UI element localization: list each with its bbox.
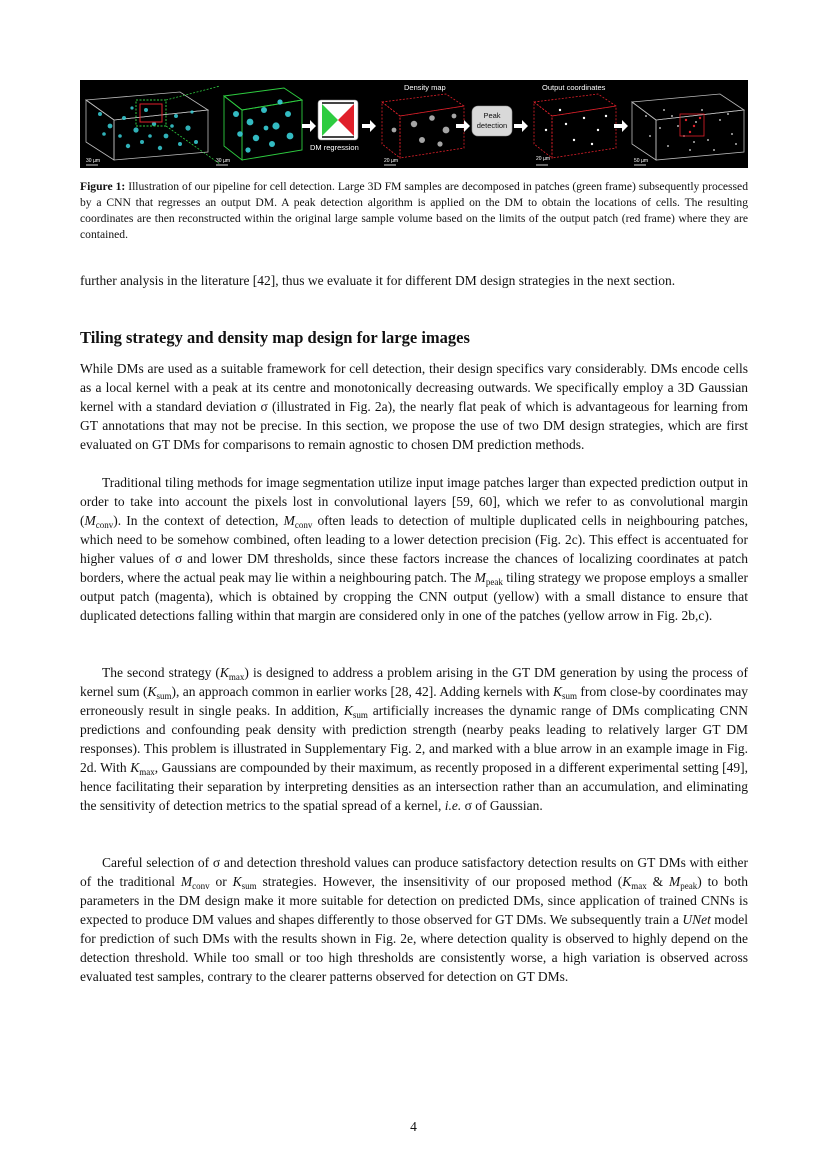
text-run: or [209, 874, 233, 889]
math-subscript: peak [485, 577, 503, 587]
dm-regression-label: DM regression [310, 143, 359, 152]
scale-bar-label: 30 µm [216, 158, 230, 164]
output-coordinates-label: Output coordinates [542, 83, 606, 92]
figure-caption [80, 179, 748, 243]
math-symbol: K [147, 684, 157, 699]
math-symbol: M [84, 513, 96, 528]
pipeline-figure [80, 80, 748, 168]
text-run: from close-by coordinates may erroneously result in single peaks. In addition, [80, 684, 748, 718]
text-run: i.e. [444, 798, 462, 813]
text-run: Traditional tiling methods for image segmentation utilize input image patches larger than expected prediction output in order to take into account the pixels lost in convolutional layers [59, 60], which we refer to as convolutional margin ( [80, 475, 748, 528]
figure-caption-text: Illustration of our pipeline for cell detection. Large 3D FM samples are decomposed in patches (green frame) subsequently processed by a CNN that regresses an output DM. A peak detection algorithm is applied on the DM to obtain the locations of cells. The resulting coordinates are then reconstructed within the original large sample volume based on the limits of the output patch (red frame) where they are contained. [80, 180, 749, 241]
text-run: ) is designed to address a problem arising in the GT DM generation by using the process of kernel sum ( [80, 665, 748, 699]
math-subscript: sum [156, 691, 172, 701]
math-symbol: K [219, 665, 229, 680]
paragraph-1: While DMs are used as a suitable framework for cell detection, their design specifics vary considerably. DMs encode cells as a local kernel with a peak at its centre and monotonically decreasing outwards. We specifically employ a 3D Gaussian kernel with a standard deviation σ (illustrated in Fig. 2a), the nearly flat peak of which is advantageous for learning from GT annotations that may not be precise. In this section, we propose the use of two DM design strategies, which are first evaluated on GT DMs for comparisons to remain agnostic to chosen DM prediction methods. [80, 361, 748, 452]
math-symbol: M [283, 513, 295, 528]
peak-detection-label-line1: Peak [483, 111, 501, 120]
math-subscript: max [631, 881, 647, 891]
math-symbol: M [669, 874, 681, 889]
math-symbol: M [180, 874, 193, 889]
text-run: σ of Gaussian. [461, 798, 543, 813]
cnn-block [318, 100, 358, 140]
text-run: Careful selection of σ and detection threshold values can produce satisfactory detection results on GT DMs with either of the traditional [80, 855, 748, 889]
math-symbol: K [622, 874, 632, 889]
math-subscript: max [228, 672, 245, 682]
text-run: tiling strategy we propose employs a smaller output patch (magenta), which is obtained by cropping the CNN output (yellow) with a small distance to ensure that duplicated detections falling within that margin are considered only in one of the patches (yellow arrow in Fig. 2b,c). [80, 570, 748, 623]
text-run: strategies. However, the insensitivity of our proposed method ( [256, 874, 623, 889]
math-subscript: sum [352, 710, 368, 720]
math-symbol: K [130, 760, 140, 775]
text-run: ) to both parameters in the DM design make it more suitable for detection on predicted DMs, since application of trained CNNs is expected to produce DM values and shapes differently to those observed for GT DMs. We subsequently train a [80, 874, 748, 927]
text-run: & [646, 874, 670, 889]
math-symbol: K [552, 684, 562, 699]
math-subscript: conv [294, 520, 313, 530]
math-subscript: conv [192, 881, 210, 891]
figure-caption-label: Figure 1: [80, 180, 126, 193]
math-subscript: sum [561, 691, 577, 701]
section-title: Tiling strategy and density map design for large images [80, 328, 470, 347]
peak-detection-label-line2: detection [476, 121, 508, 130]
text-run: , Gaussians are compounded by their maximum, as recently proposed in a different experimental setting [49], hence facilitating their separation by interpreting densities as an intersection rather than an accumulation, and eliminating the sensitivity of detection metrics to the spatial spread of a kernel, [80, 760, 748, 813]
paragraph-continuation: further analysis in the literature [42], thus we evaluate it for different DM design strategies in the next section. [80, 273, 676, 288]
scale-bar-label: 30 µm [86, 158, 100, 164]
text-run: ), an approach common in earlier works [28, 42]. Adding kernels with [171, 684, 553, 699]
scale-bar-label: 50 µm [634, 158, 648, 164]
density-map-label: Density map [404, 83, 446, 92]
math-subscript: max [139, 767, 155, 777]
peak-detection-box [472, 106, 512, 136]
text-run: UNet [682, 912, 711, 927]
math-subscript: conv [95, 520, 114, 530]
scale-bar-label: 20 µm [384, 158, 398, 164]
paragraph-2 [80, 473, 748, 625]
paragraph-3 [80, 663, 748, 815]
text-run: ). In the context of detection, [113, 513, 284, 528]
math-symbol: K [232, 874, 242, 889]
math-subscript: peak [680, 881, 698, 891]
paragraph-4 [80, 853, 748, 986]
math-symbol: K [343, 703, 353, 718]
text-run: model for prediction of such DMs with the results shown in Fig. 2e, where detection quality is observed to highly depend on the detection threshold. While too small or too high thresholds are consistently worse, a high variation is observed across evaluated test samples, contrary to the clearer patterns observed for detection on GT DMs. [80, 912, 748, 984]
page-number: 4 [410, 1119, 417, 1134]
text-run: artificially increases the dynamic range of DMs complicating CNN predictions and confounding peak density with prediction strength (nearby peaks leading to relatively larger GT DM responses). This problem is illustrated in Supplementary Fig. 2, and marked with a blue arrow in an example image in Fig. 2d. With [80, 703, 749, 775]
math-subscript: sum [241, 881, 257, 891]
math-symbol: M [474, 570, 486, 585]
text-run: The second strategy ( [102, 665, 220, 680]
scale-bar-label: 20 µm [536, 156, 550, 162]
text-run: often leads to detection of multiple duplicated cells in neighbouring patches, which need to be somehow combined, often leading to a lower detection precision (Fig. 2c). This effect is accentuated for higher values of σ and lower DM thresholds, since these factors increase the chances of localizing coordinates at patch borders, where the actual peak may lie within a neighbouring patch. The [80, 513, 748, 585]
pipeline-illustration [80, 80, 748, 168]
